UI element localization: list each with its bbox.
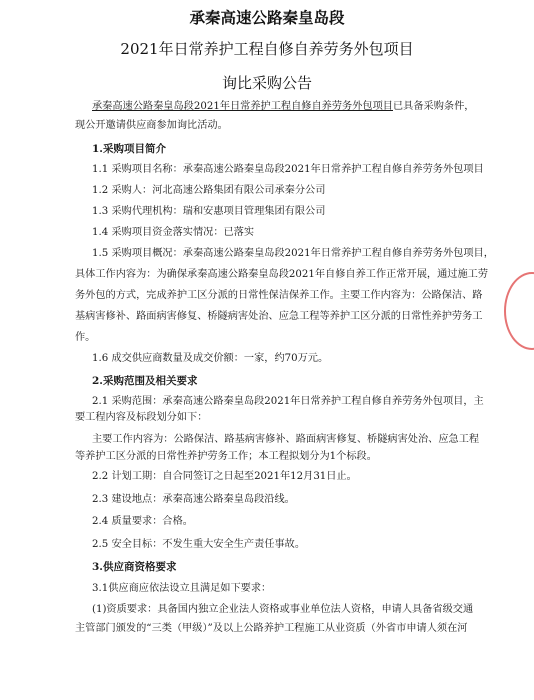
intro-project-name: 承秦高速公路秦皇岛段2021年日常养护工程自修自养劳务外包项目 — [92, 101, 393, 112]
item-1-2: 1.2 采购人：河北高速公路集团有限公司承秦分公司 — [92, 185, 326, 196]
item-2-1-line2: 要工程内容及标段划分如下： — [75, 412, 208, 423]
item-2-4: 2.4 质量要求：合格。 — [92, 516, 193, 527]
item-1-4: 1.4 采购项目资金落实情况：已落实 — [92, 227, 255, 238]
intro-line1 — [92, 100, 475, 114]
item-1-3: 1.3 采购代理机构：瑞和安惠项目管理集团有限公司 — [92, 206, 326, 217]
item-2-2: 2.2 计划工期：自合同签订之日起至2021年12月31日止。 — [92, 471, 357, 482]
item-2-5: 2.5 安全目标：不发生重大安全生产责任事故。 — [92, 539, 306, 550]
item-1-1: 1.1 采购项目名称：承秦高速公路秦皇岛段2021年日常养护工程自修自养劳务外包项目 — [92, 164, 484, 175]
item-1-5-line2: 具体工作内容为：为确保承秦高速公路秦皇岛段2021年自修自养工作正常开展，通过施工劳 — [75, 269, 489, 280]
item-2-1-line1: 2.1 采购范围：承秦高速公路秦皇岛段2021年日常养护工程自修自养劳务外包项目，主 — [92, 396, 484, 407]
item-1-5-line5: 作。 — [75, 332, 96, 343]
section2-heading: 2.采购范围及相关要求 — [92, 375, 198, 387]
item-1-5-line4: 基病害修补、路面病害修复、桥隧病害处治、应急工程等养护工区分派的日常性养护劳务工 — [75, 311, 483, 322]
qualification-line2: 主管部门颁发的“三类（甲级）”及以上公路养护工程施工从业资质（外省市申请人须在河 — [75, 623, 468, 634]
item-1-5-line3: 务外包的方式，完成养护工区分派的日常性保洁保养工作。主要工作内容为：公路保洁、路 — [75, 290, 483, 301]
title-line3: 询比采购公告 — [221, 74, 312, 92]
seal-stamp — [504, 272, 534, 350]
intro-line1-rest: 已具备采购条件， — [393, 101, 475, 112]
work-content-line2: 等养护工区分派的日常性养护劳务工作；本工程拟划分为1个标段。 — [75, 451, 377, 462]
item-1-5-line1: 1.5 采购项目概况：承秦高速公路秦皇岛段2021年日常养护工程自修自养劳务外包项目， — [92, 248, 494, 259]
title-line2: 2021年日常养护工程自修自养劳务外包项目 — [120, 40, 414, 58]
section1-heading: 1.采购项目简介 — [92, 143, 166, 155]
section3-heading: 3.供应商资格要求 — [92, 561, 177, 573]
item-3-1: 3.1供应商应依法设立且满足如下要求： — [92, 583, 272, 594]
item-2-3: 2.3 建设地点：承秦高速公路秦皇岛段沿线。 — [92, 494, 295, 505]
item-1-6: 1.6 成交供应商数量及成交价额：一家，约70万元。 — [92, 353, 329, 364]
qualification-line1: (1)资质要求：具备国内独立企业法人资格或事业单位法人资格，申请人具备省级交通 — [92, 604, 474, 615]
work-content-line1: 主要工作内容为：公路保洁、路基病害修补、路面病害修复、桥隧病害处治、应急工程 — [92, 434, 480, 445]
intro-line2: 现公开邀请供应商参加询比活动。 — [75, 120, 228, 131]
title-line1: 承秦高速公路秦皇岛段 — [189, 8, 345, 27]
